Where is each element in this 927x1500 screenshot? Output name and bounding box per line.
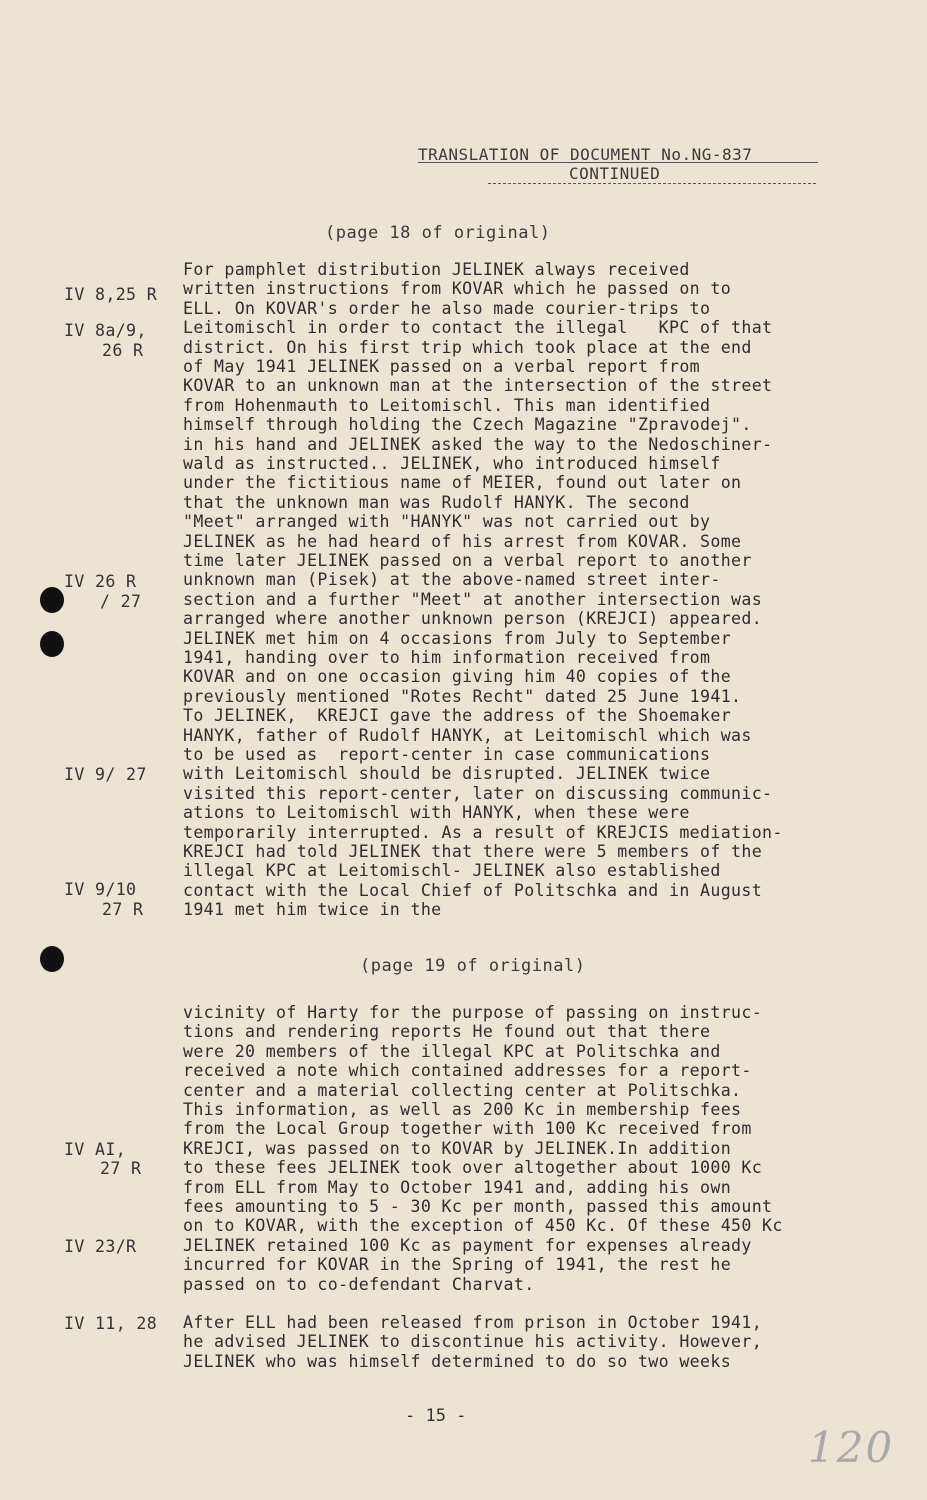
margin-reference: 27 R [102,900,144,919]
text-line: time later JELINEK passed on a verbal report to another [183,551,752,570]
text-line: KREJCI, was passed on to KOVAR by JELINEK.In addition [183,1138,732,1158]
text-line: To JELINEK, KREJCI gave the address of the Shoemaker [183,706,732,726]
text-line: district. On his first trip which took place at the end [183,337,752,357]
punch-hole [40,946,64,972]
margin-reference: IV 9/10 [64,880,137,899]
subtitle-underline [488,183,816,184]
document-subtitle: CONTINUED [569,164,661,183]
margin-reference: IV AI, [64,1140,127,1159]
margin-reference: IV 8a/9, [64,321,147,340]
text-line: himself through holding the Czech Magazine "Zpravodej". [183,415,752,435]
text-line: section and a further "Meet" at another intersection was [183,589,763,609]
text-line: After ELL had been released from prison in October 1941, [183,1313,763,1332]
text-line: received a note which contained addresses for a report- [183,1061,752,1081]
text-line: 1941, handing over to him information received from [183,648,711,667]
text-line: This information, as well as 200 Kc in membership fees [183,1100,742,1119]
text-line: he advised JELINEK to discontinue his activity. However, [183,1332,763,1352]
margin-reference: 27 R [100,1159,142,1178]
text-line: JELINEK who was himself determined to do so two weeks [183,1351,732,1371]
text-line: ations to Leitomischl with HANYK, when these were [183,803,690,823]
text-line: KREJCI had told JELINEK that there were 5 members of the [183,842,763,861]
text-line: that the unknown man was Rudolf HANYK. The second [183,492,690,512]
text-line: illegal KPC at Leitomischl- JELINEK also established [183,861,721,881]
text-line: under the fictitious name of MEIER, found out later on [183,473,742,493]
page-reference-19: (page 19 of original) [360,956,586,976]
title-underline [418,162,818,163]
text-line: on to KOVAR, with the exception of 450 Kc. Of these 450 Kc [183,1216,783,1236]
text-line: "Meet" arranged with "HANYK" was not carried out by [183,512,711,532]
text-line: tions and rendering reports He found out that there [183,1022,711,1042]
margin-reference: / 27 [100,592,142,611]
margin-reference: IV 9/ 27 [64,765,147,784]
text-line: JELINEK met him on 4 occasions from July to September [183,628,732,648]
text-line: vicinity of Harty for the purpose of passing on instruc- [183,1003,763,1022]
text-line: KOVAR and on one occasion giving him 40 copies of the [183,667,732,687]
text-line: of May 1941 JELINEK passed on a verbal report from [183,357,701,376]
text-line: unknown man (Pisek) at the above-named street inter- [183,570,721,590]
text-line: temporarily interrupted. As a result of KREJCIS mediation- [183,822,783,842]
text-line: from ELL from May to October 1941 and, adding his own [183,1177,732,1197]
margin-reference: IV 11, 28 [64,1314,158,1333]
text-line: written instructions from KOVAR which he passed on to [183,279,732,299]
text-line: JELINEK retained 100 Kc as payment for expenses already [183,1235,752,1255]
text-line: HANYK, father of Rudolf HANYK, at Leitomischl which was [183,725,752,745]
text-line: to these fees JELINEK took over altogether about 1000 Kc [183,1158,763,1178]
text-line: Leitomischl in order to contact the illegal KPC of that [183,318,773,338]
text-line: wald as instructed.. JELINEK, who introduced himself [183,454,721,473]
margin-reference: 26 R [102,341,144,360]
margin-reference: IV 26 R [64,572,137,591]
text-line: 1941 met him twice in the [183,900,442,920]
punch-hole [40,587,64,613]
text-line: from Hohenmauth to Leitomischl. This man identified [183,395,711,415]
page-number: - 15 - [405,1406,467,1426]
text-line: ELL. On KOVAR's order he also made courier-trips to [183,298,711,318]
text-line: passed on to co-defendant Charvat. [183,1274,535,1294]
text-line: For pamphlet distribution JELINEK always received [183,260,690,279]
text-line: in his hand and JELINEK asked the way to the Nedoschiner- [183,434,773,454]
text-line: center and a material collecting center at Politschka. [183,1080,742,1100]
handwritten-page-number: 120 [808,1423,895,1472]
text-line: were 20 members of the illegal KPC at Politschka and [183,1041,721,1061]
text-line: fees amounting to 5 - 30 Kc per month, passed this amount [183,1197,773,1216]
text-line: previously mentioned "Rotes Recht" dated 25 June 1941. [183,686,742,706]
margin-reference: IV 8,25 R [64,285,158,304]
text-line: to be used as report-center in case communications [183,745,711,764]
text-line: KOVAR to an unknown man at the intersection of the street [183,376,773,396]
text-line: arranged where another unknown person (KREJCI) appeared. [183,609,763,629]
text-line: contact with the Local Chief of Politschka and in August [183,880,763,900]
page-reference-18: (page 18 of original) [325,223,551,243]
margin-reference: IV 23/R [64,1237,137,1256]
punch-hole [40,631,64,657]
document-title: TRANSLATION OF DOCUMENT No.NG-837 [418,145,753,164]
text-line: with Leitomischl should be disrupted. JELINEK twice [183,764,711,784]
text-line: visited this report-center, later on discussing communic- [183,783,773,803]
text-line: JELINEK as he had heard of his arrest from KOVAR. Some [183,531,742,551]
text-line: incurred for KOVAR in the Spring of 1941, the rest he [183,1255,732,1275]
text-line: from the Local Group together with 100 Kc received from [183,1119,752,1139]
